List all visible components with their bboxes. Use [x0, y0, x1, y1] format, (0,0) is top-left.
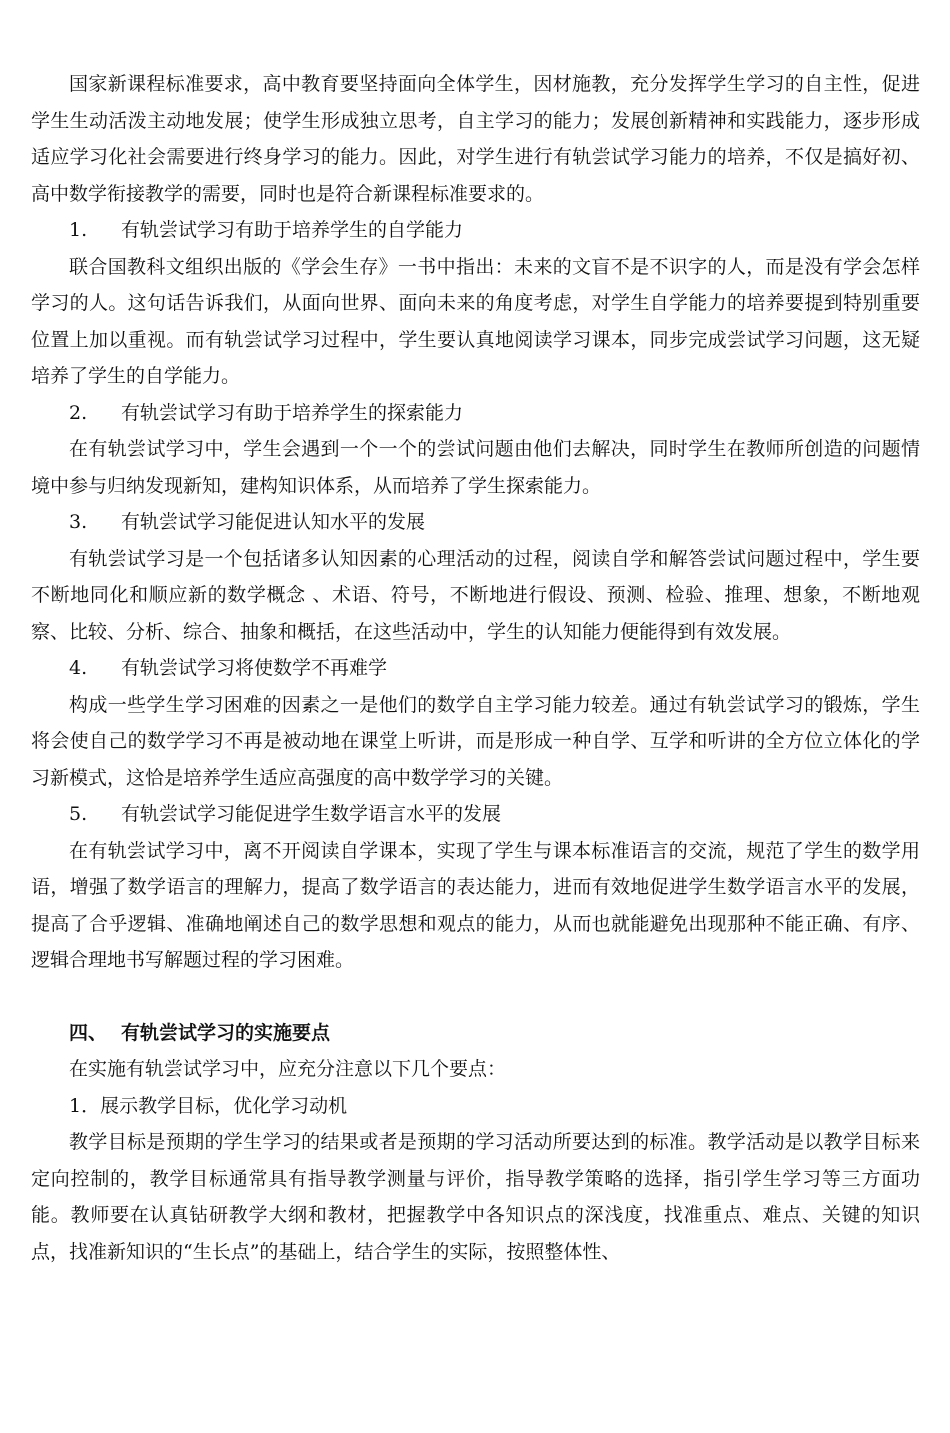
heading-5: [31, 796, 920, 833]
heading-3: [31, 504, 920, 541]
heading-1-number: 1.: [69, 219, 88, 241]
heading-4-text: 有轨尝试学习将使数学不再难学: [121, 657, 388, 679]
paragraph-5: 在有轨尝试学习中，离不开阅读自学课本，实现了学生与课本标准语言的交流，规范了学生的数学用语，增强了数学语言的理解力，提高了数学语言的表达能力，进而有效地促进学生数学语言水平的发展，提高了合乎逻辑、准确地阐述自己的数学思想和观点的能力，从而也就能避免出现那种不能正确、有序、逻辑合理地书写解题过程的学习困难。: [31, 839, 920, 971]
section-title: 有轨尝试学习的实施要点: [121, 1021, 331, 1044]
heading-3-text: 有轨尝试学习能促进认知水平的发展: [121, 511, 426, 533]
heading-1: [31, 212, 920, 249]
section-heading: [31, 1015, 920, 1052]
paragraph-3: 有轨尝试学习是一个包括诸多认知因素的心理活动的过程，阅读自学和解答尝试问题过程中，学生要不断地同化和顺应新的数学概念 、术语、符号，不断地进行假设、预测、检验、推理、想象，不断地观察、比较、分析、综合、抽象和概括，在这些活动中，学生的认知能力便能得到有效发展。: [31, 547, 920, 643]
heading-2-number: 2.: [69, 401, 88, 424]
section-intro-paragraph: 在实施有轨尝试学习中，应充分注意以下几个要点：: [69, 1058, 507, 1080]
heading-4: [31, 650, 920, 687]
paragraph-4: 构成一些学生学习困难的因素之一是他们的数学自主学习能力较差。通过有轨尝试学习的锻炼，学生将会使自己的数学学习不再是被动地在课堂上听讲，而是形成一种自学、互学和听讲的全方位立体化的学习新模式，这恰是培养学生适应高强度的高中数学学习的关键。: [31, 693, 920, 789]
heading-5-number: 5.: [69, 803, 88, 825]
heading-3-number: 3.: [69, 511, 88, 533]
subheading-1: 1．展示教学目标，优化学习动机: [69, 1094, 348, 1117]
heading-2-text: 有轨尝试学习有助于培养学生的探索能力: [121, 401, 464, 424]
heading-1-text: 有轨尝试学习有助于培养学生的自学能力: [121, 219, 464, 241]
paragraph-2: 在有轨尝试学习中，学生会遇到一个一个的尝试问题由他们去解决，同时学生在教师所创造的问题情境中参与归纳发现新知，建构知识体系，从而培养了学生探索能力。: [31, 438, 920, 497]
paragraph-1: 联合国教科文组织出版的《学会生存》一书中指出：未来的文盲不是不识字的人，而是没有学会怎样学习的人。这句话告诉我们，从面向世界、面向未来的角度考虑，对学生自学能力的培养要提到特别重要位置上加以重视。而有轨尝试学习过程中，学生要认真地阅读学习课本，同步完成尝试学习问题，这无疑培养了学生的自学能力。: [31, 255, 920, 387]
section-paragraph-1: 教学目标是预期的学生学习的结果或者是预期的学习活动所要达到的标准。教学活动是以教学目标来定向控制的，教学目标通常具有指导教学测量与评价，指导教学策略的选择，指引学生学习等三方面功能。教师要在认真钻研教学大纲和教材，把握教学中各知识点的深浅度，找准重点、难点、关键的知识点，找准新知识的“生长点”的基础上，结合学生的实际，按照整体性、: [31, 1131, 920, 1263]
heading-5-text: 有轨尝试学习能促进学生数学语言水平的发展: [121, 803, 502, 825]
heading-2: [31, 395, 920, 432]
section-number: 四、: [69, 1021, 108, 1044]
intro-paragraph: 国家新课程标准要求，高中教育要坚持面向全体学生，因材施教，充分发挥学生学习的自主性，促进学生生动活泼主动地发展；使学生形成独立思考，自主学习的能力；发展创新精神和实践能力，逐步形成适应学习化社会需要进行终身学习的能力。因此，对学生进行有轨尝试学习能力的培养，不仅是搞好初、高中数学衔接教学的需要，同时也是符合新课程标准要求的。: [31, 73, 920, 205]
heading-4-number: 4.: [69, 657, 88, 679]
